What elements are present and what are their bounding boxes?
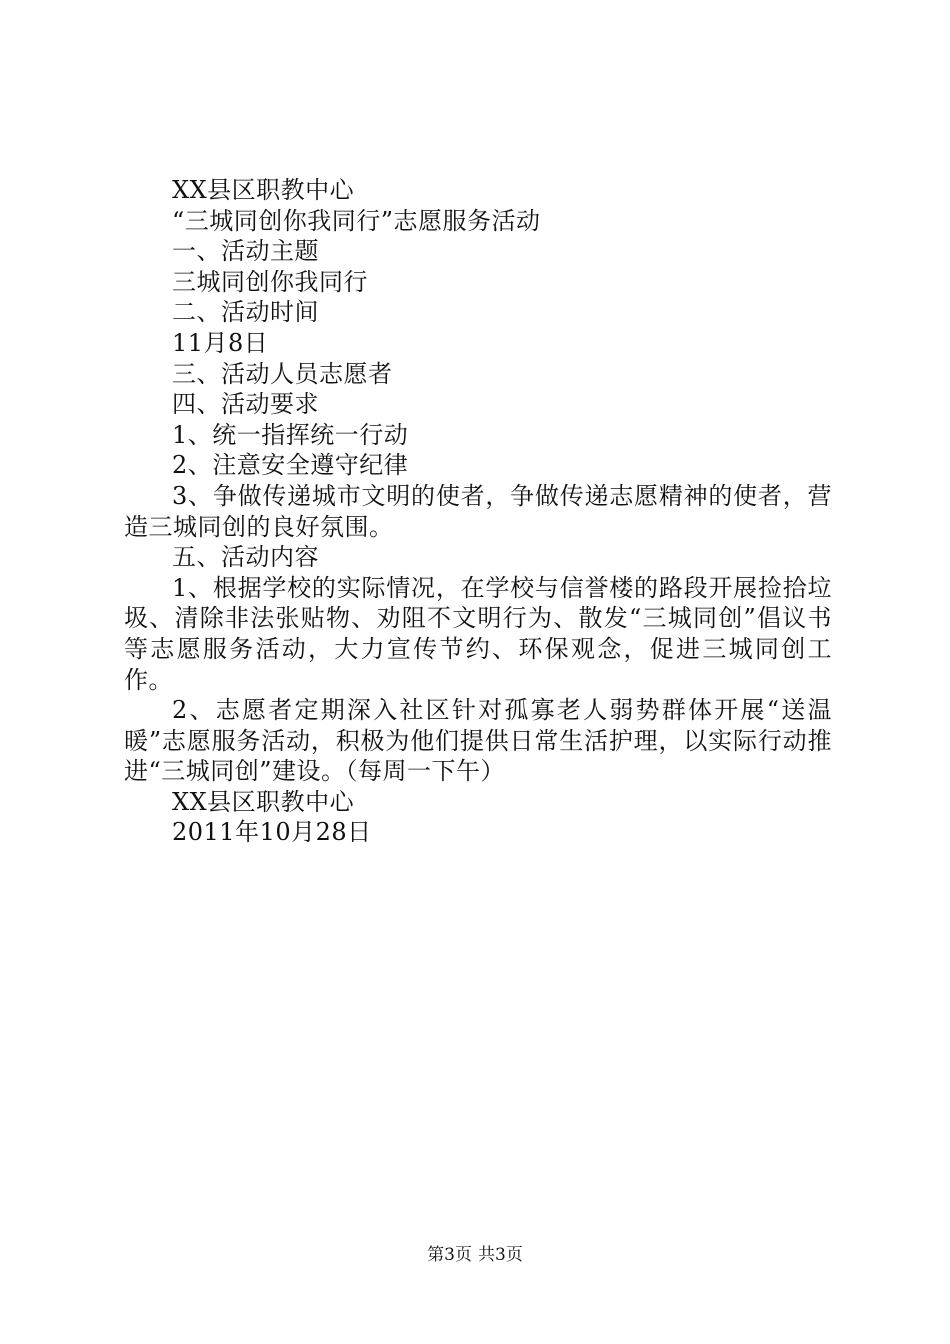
- time-text: 11月8日: [172, 328, 269, 357]
- signature-org: XX县区职教中心: [172, 787, 355, 816]
- content-item: 2、志愿者定期深入社区针对孤寡老人弱势群体开展“送温暖”志愿服务活动，积极为他们提供日常生活护理，以实际行动推进“三城同创”建设。（每周一下午）: [124, 696, 832, 786]
- org-name: XX县区职教中心: [172, 176, 355, 204]
- section-heading-theme: 一、活动主题: [172, 237, 319, 266]
- requirement-item: 1、统一指挥统一行动: [172, 420, 409, 449]
- document-body: [124, 175, 832, 848]
- requirement-item: 3、争做传递城市文明的使者，争做传递志愿精神的使者，营造三城同创的良好氛围。: [124, 481, 832, 541]
- section-heading-time: 二、活动时间: [172, 298, 319, 327]
- page-number: 第3页: [427, 1245, 472, 1265]
- signature-date: 2011年10月28日: [172, 818, 372, 847]
- section-heading-content: 五、活动内容: [172, 543, 319, 572]
- page-total: 共3页: [478, 1245, 523, 1265]
- page-footer: [0, 1244, 950, 1266]
- activity-title: “三城同创你我同行”志愿服务活动: [172, 206, 541, 235]
- theme-text: 三城同创你我同行: [172, 267, 368, 296]
- section-heading-personnel: 三、活动人员志愿者: [172, 359, 393, 388]
- section-heading-requirements: 四、活动要求: [172, 390, 319, 419]
- requirement-item: 2、注意安全遵守纪律: [172, 451, 409, 480]
- content-item: 1、根据学校的实际情况，在学校与信誉楼的路段开展捡拾垃圾、清除非法张贴物、劝阻不文明行为、散发“三城同创”倡议书等志愿服务活动，大力宣传节约、环保观念，促进三城同创工作。: [124, 573, 832, 694]
